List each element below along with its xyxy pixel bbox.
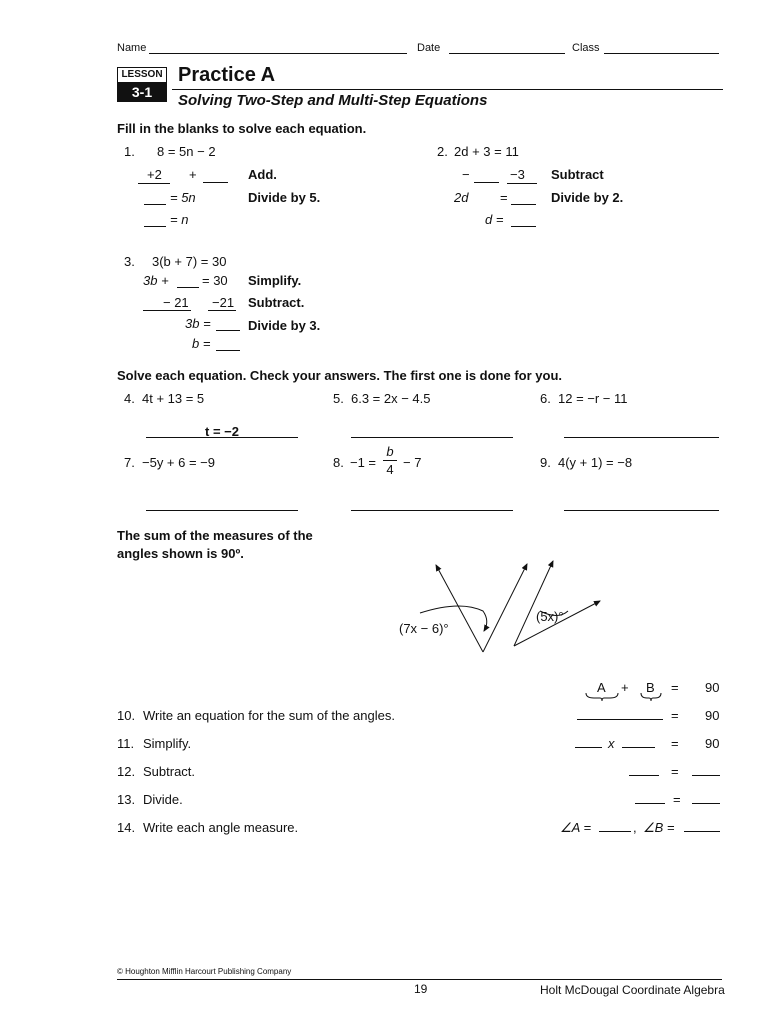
problem1-number: 1. [124, 144, 135, 159]
problem11-blank1[interactable] [575, 747, 602, 748]
problem10-value: 90 [705, 708, 720, 723]
problem2-blank2[interactable] [511, 204, 536, 205]
problem2-blank1[interactable] [474, 182, 499, 183]
section1-instruction: Fill in the blanks to solve each equation. [117, 121, 367, 136]
problem11-blank2[interactable] [622, 747, 655, 748]
problem3-step2-label: Subtract. [248, 295, 305, 310]
problem6-answer-line[interactable] [564, 437, 719, 438]
problem3-step1-left: 3b + [143, 273, 169, 288]
angle-intro-line1: The sum of the measures of the [117, 528, 313, 543]
problem14-number: 14. [117, 820, 136, 835]
problem13-equals: = [673, 792, 681, 807]
problem1-step1-left: +2 [147, 167, 162, 182]
problem7-equation: −5y + 6 = −9 [142, 455, 216, 470]
problem13-blank2[interactable] [692, 803, 720, 804]
problem2-step1-underline [507, 183, 537, 184]
class-label: Class [572, 42, 600, 54]
problem12-blank1[interactable] [629, 775, 659, 776]
footer-copyright: © Houghton Mifflin Harcourt Publishing Company [117, 967, 292, 976]
problem8-fraction-numerator: b [386, 444, 394, 459]
problem8-equation-right: − 7 [403, 455, 422, 470]
sum-plus: + [621, 680, 629, 695]
problem1-step1-underline [138, 183, 170, 184]
problem14-text: Write each angle measure. [143, 820, 299, 835]
problem2-equation: 2d + 3 = 11 [454, 144, 519, 159]
sum-label-a: A [597, 680, 606, 695]
lesson-badge-number: 3-1 [117, 83, 167, 102]
problem8-equation-left: −1 = [350, 455, 377, 470]
brace-a [584, 692, 620, 702]
problem3-blank4[interactable] [216, 350, 240, 351]
problem3-step4-left: b = [192, 336, 211, 351]
problem14-angle-b-label: ∠B = [643, 820, 675, 835]
problem6-number: 6. [540, 391, 551, 406]
problem3-step2-underline-left [143, 310, 191, 311]
problem2-number: 2. [437, 144, 448, 159]
date-label: Date [417, 42, 441, 54]
page-subtitle: Solving Two-Step and Multi-Step Equations [178, 92, 488, 109]
problem2-step1-sub: −3 [510, 167, 525, 182]
problem5-equation: 6.3 = 2x − 4.5 [351, 391, 431, 406]
problem3-step1-label: Simplify. [248, 273, 302, 288]
problem1-equation: 8 = 5n − 2 [157, 144, 216, 159]
problem3-step2-right: −21 [212, 295, 235, 310]
problem1-step2-label: Divide by 5. [248, 190, 321, 205]
problem11-value: 90 [705, 736, 720, 751]
problem3-equation: 3(b + 7) = 30 [152, 254, 227, 269]
problem10-text: Write an equation for the sum of the angles. [143, 708, 395, 723]
sum-label-b: B [646, 680, 655, 695]
problem2-blank3[interactable] [511, 226, 536, 227]
problem13-blank1[interactable] [635, 803, 665, 804]
problem3-step3-label: Divide by 3. [248, 318, 321, 333]
problem3-blank1[interactable] [177, 287, 199, 288]
problem2-step1-minus: − [462, 167, 470, 182]
problem5-answer-line[interactable] [351, 437, 513, 438]
name-label: Name [117, 42, 147, 54]
problem3-blank3[interactable] [216, 330, 240, 331]
problem9-number: 9. [540, 455, 551, 470]
angle-b-label: (5x)° [536, 609, 564, 624]
problem1-step3: = n [170, 212, 189, 227]
problem9-equation: 4(y + 1) = −8 [558, 455, 633, 470]
problem12-number: 12. [117, 764, 136, 779]
problem11-variable: x [608, 736, 615, 751]
page-title: Practice A [178, 64, 276, 86]
problem3-step1-right: = 30 [202, 273, 228, 288]
angle-diagram [380, 555, 620, 660]
problem13-text: Divide. [143, 792, 183, 807]
problem14-angle-b-blank[interactable] [684, 831, 720, 832]
problem11-number: 11. [117, 736, 135, 751]
problem4-answer: t = −2 [205, 424, 239, 439]
problem14-angle-a-blank[interactable] [599, 831, 631, 832]
title-rule [172, 89, 723, 90]
problem3-step2-underline-right [208, 310, 236, 311]
problem6-equation: 12 = −r − 11 [558, 391, 628, 406]
problem12-text: Subtract. [143, 764, 196, 779]
problem8-number: 8. [333, 455, 344, 470]
problem2-step2-left: 2d [454, 190, 469, 205]
problem12-equals: = [671, 764, 679, 779]
problem4-number: 4. [124, 391, 135, 406]
problem4-answer-line[interactable] [146, 437, 298, 438]
problem14-angle-a-label: ∠A = [560, 820, 592, 835]
footer-rule [117, 979, 722, 980]
problem14-comma: , [633, 820, 637, 835]
brace-b [639, 692, 663, 702]
sum-equals: = [671, 680, 679, 695]
problem11-text: Simplify. [143, 736, 192, 751]
footer-book-title: Holt McDougal Coordinate Algebra [540, 983, 725, 997]
problem2-step2-label: Divide by 2. [551, 190, 624, 205]
name-field[interactable] [149, 53, 407, 54]
problem4-equation: 4t + 13 = 5 [142, 391, 205, 406]
problem7-answer-line[interactable] [146, 510, 298, 511]
problem3-number: 3. [124, 254, 135, 269]
problem5-number: 5. [333, 391, 344, 406]
page-number: 19 [414, 982, 428, 996]
angle-intro-line2: angles shown is 90º. [117, 546, 244, 561]
problem2-step2-eq: = [500, 190, 508, 205]
class-field[interactable] [604, 53, 719, 54]
problem2-step3: d = [485, 212, 504, 227]
problem1-step2: = 5n [170, 190, 196, 205]
problem1-blank2[interactable] [144, 204, 166, 205]
problem2-step1-label: Subtract [551, 167, 604, 182]
problem10-equals: = [671, 708, 679, 723]
problem8-answer-line[interactable] [351, 510, 513, 511]
angle-a-label: (7x − 6)° [399, 621, 449, 636]
problem1-blank1[interactable] [203, 182, 228, 183]
problem10-blank[interactable] [577, 719, 663, 720]
sum-value: 90 [705, 680, 720, 695]
problem1-blank3[interactable] [144, 226, 166, 227]
problem9-answer-line[interactable] [564, 510, 719, 511]
problem8-fraction-bar [383, 460, 397, 461]
lesson-badge-label: LESSON [117, 67, 167, 83]
problem3-step3-left: 3b = [185, 316, 211, 331]
date-field[interactable] [449, 53, 565, 54]
problem7-number: 7. [124, 455, 135, 470]
ray-right-upper [514, 561, 553, 646]
section2-instruction: Solve each equation. Check your answers. The first one is done for you. [117, 368, 562, 383]
problem1-step1-plus: + [189, 167, 197, 182]
problem12-blank2[interactable] [692, 775, 720, 776]
problem13-number: 13. [117, 792, 136, 807]
lesson-badge [117, 67, 167, 103]
problem11-equals: = [671, 736, 679, 751]
problem3-step2-left: − 21 [163, 295, 189, 310]
problem1-step1-label: Add. [248, 167, 277, 182]
problem8-fraction-denominator: 4 [386, 462, 394, 477]
ray-middle [483, 564, 527, 652]
problem10-number: 10. [117, 708, 136, 723]
